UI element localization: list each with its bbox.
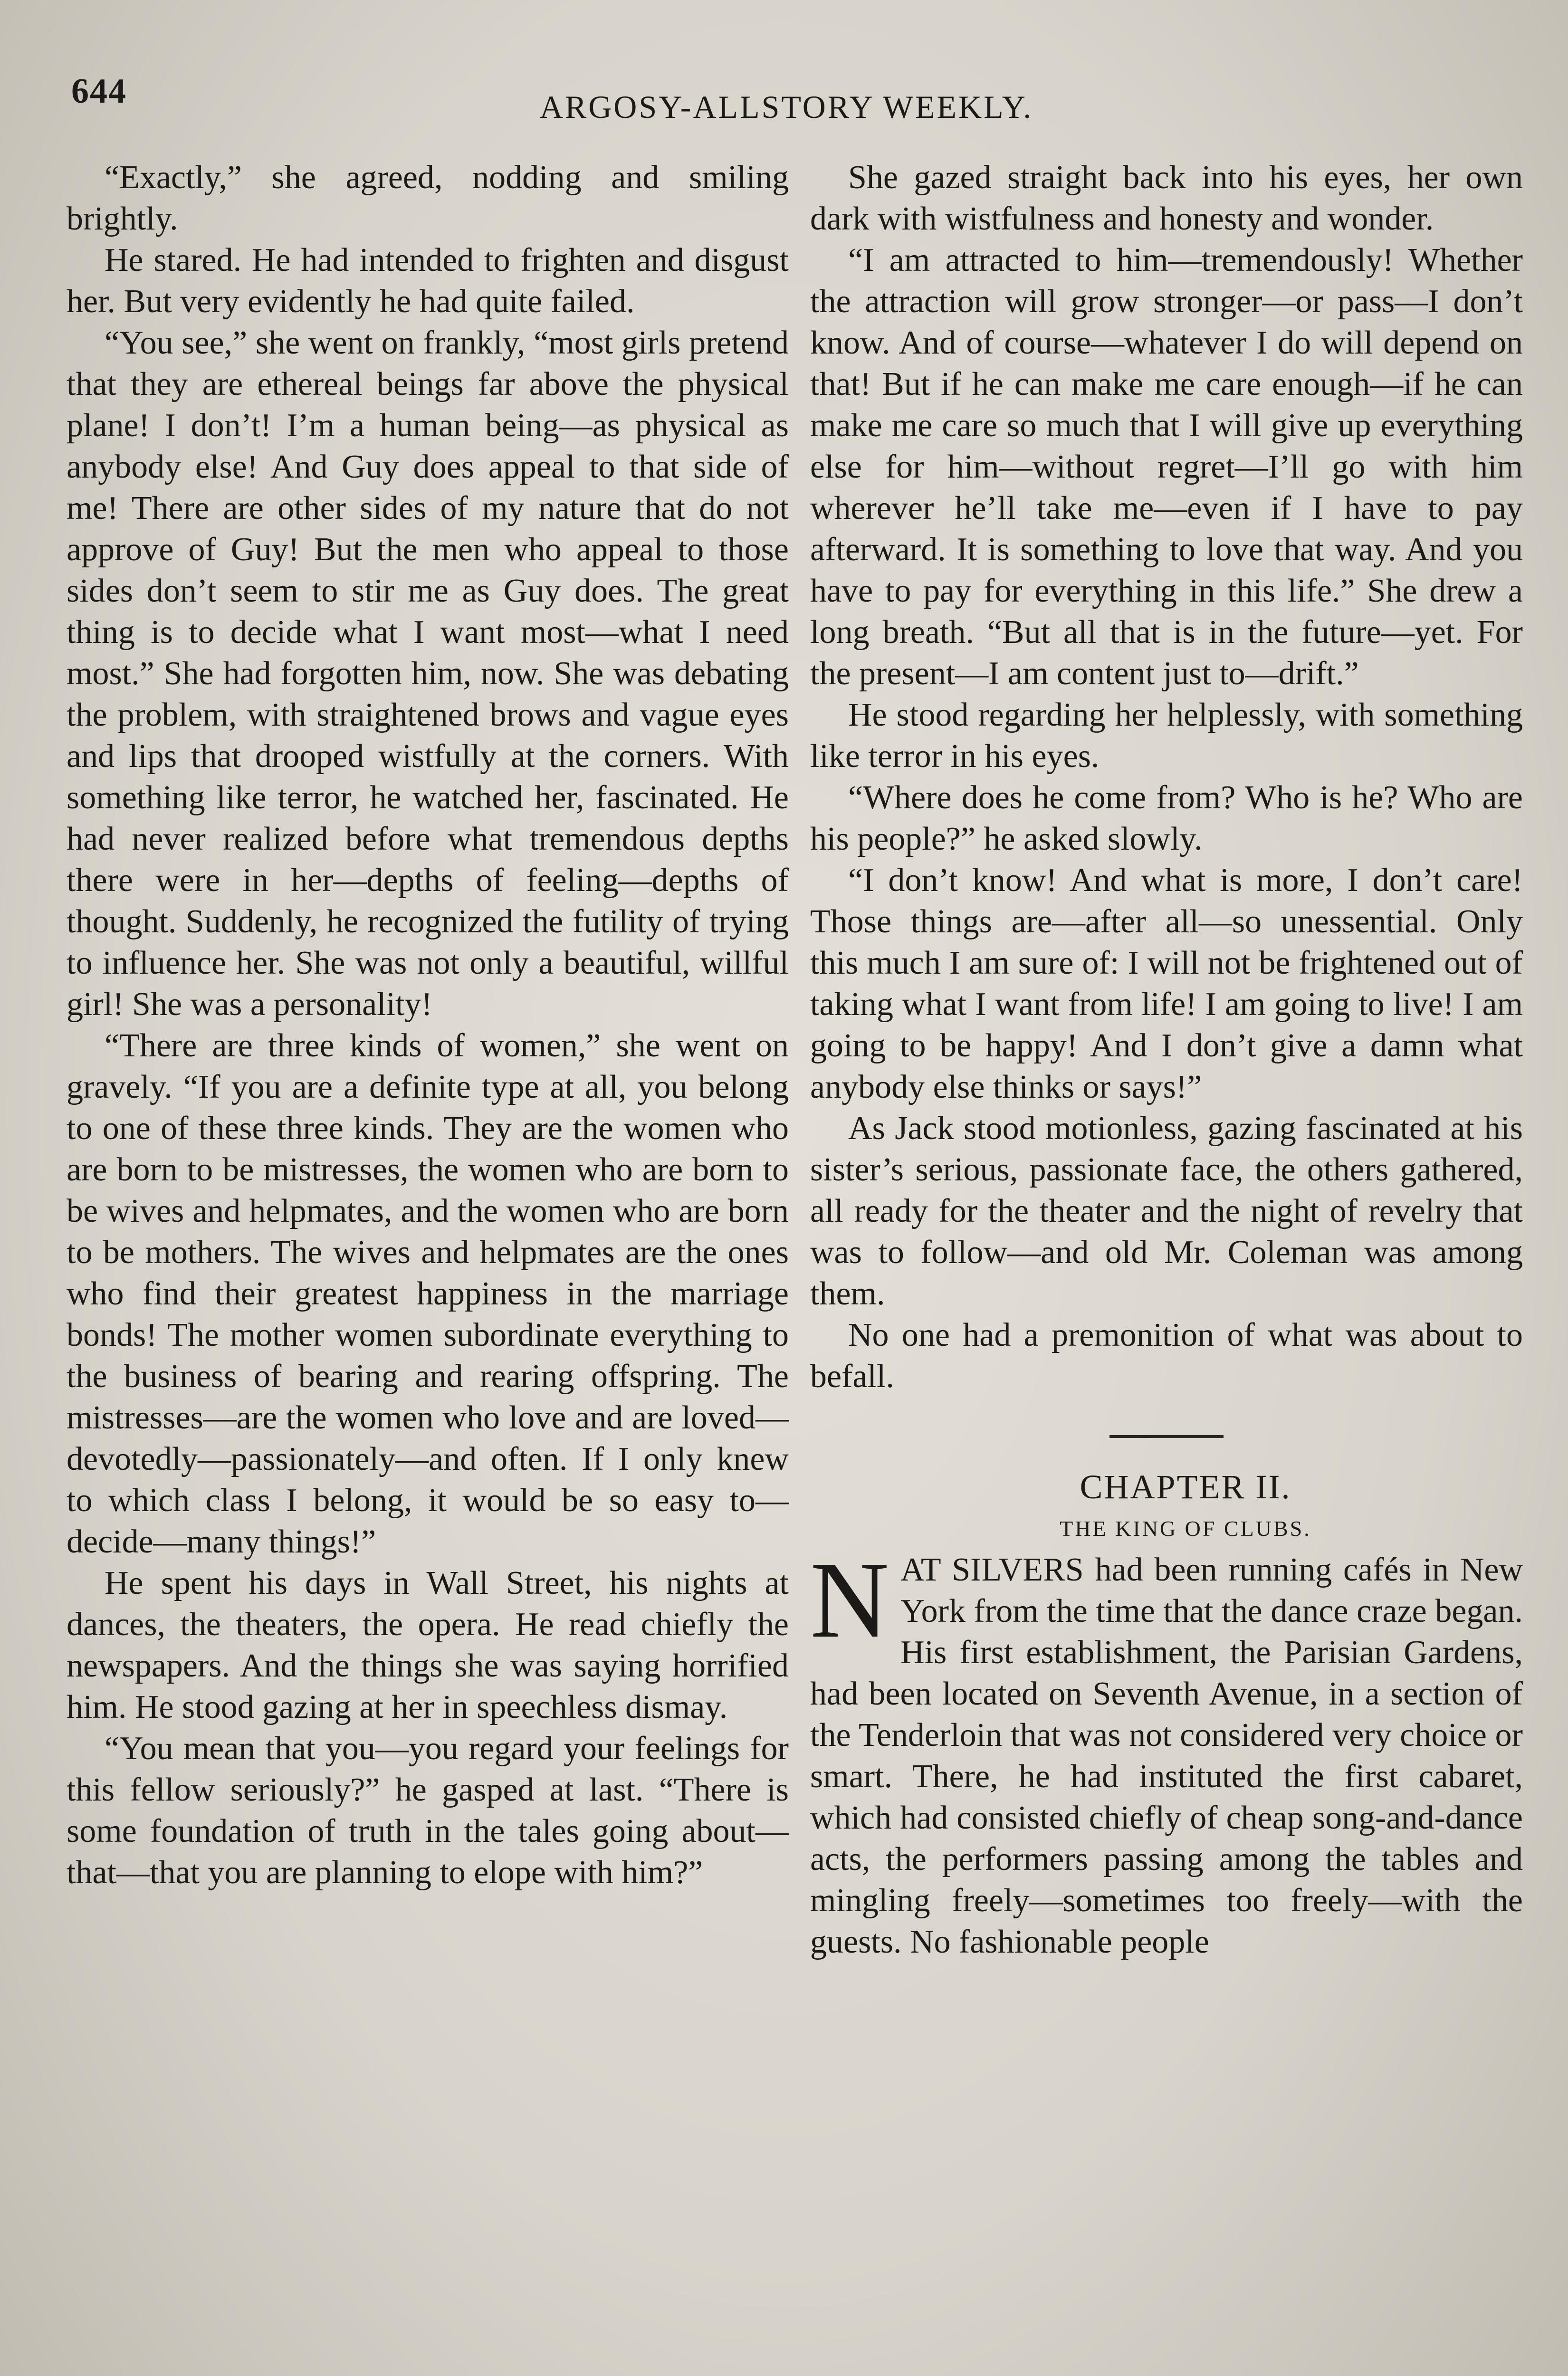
drop-cap: N	[810, 1539, 889, 1660]
chapter-subtitle: THE KING OF CLUBS.	[1060, 1516, 1311, 1541]
paragraph: “You mean that you—you regard your feelings for this fellow seriously?” he gasped at last. “There is some foundation of truth in the tales going about—that—that you are planning to elope with him?”	[67, 1730, 789, 1891]
paragraph: “I don’t know! And what is more, I don’t care! Those things are—after all—so unessential. Only this much I am sure of: I will not be frightened out of taking what I want from life! I am going to live! I am going to be happy! And I don’t give a damn what anybody else thinks or says!”	[810, 862, 1523, 1105]
left-column	[67, 157, 789, 1893]
paragraph: “You see,” she went on frankly, “most girls pretend that they are ethereal beings far above the physical plane! I don’t! I’m a human being—as physical as anybody else! And Guy does appeal to that side of me! There are other sides of my nature that do not approve of Guy! But the men who appeal to those sides don’t seem to stir me as Guy does. The great thing is to decide what I want most—what I need most.” She had forgotten him, now. She was debating the problem, with straightened brows and vague eyes and lips that drooped wistfully at the corners. With something like terror, he watched her, fascinated. He had never realized before what tremendous depths there were in her—depths of feeling—depths of thought. Suddenly, he recognized the futility of trying to influence her. She was not only a beautiful, willful girl! She was a personality!	[67, 325, 789, 1023]
page-header	[71, 71, 1501, 138]
paragraph: “Where does he come from? Who is he? Who are his people?” he asked slowly.	[810, 779, 1523, 857]
paragraph: He spent his days in Wall Street, his nights at dances, the theaters, the opera. He read chiefly the newspapers. And the things she was saying horrified him. He stood gazing at her in speechless dismay.	[67, 1565, 789, 1725]
paragraph: As Jack stood motionless, gazing fascinated at his sister’s serious, passionate face, the others gathered, all ready for the theater and the night of revelry that was to follow—and old Mr. Coleman was among them.	[810, 1110, 1523, 1312]
paragraph: “Exactly,” she agreed, nodding and smiling brightly.	[67, 159, 789, 237]
right-column	[810, 157, 1523, 1963]
page-number: 644	[71, 72, 127, 111]
paragraph: “There are three kinds of women,” she went on gravely. “If you are a definite type at all, you belong to one of these three kinds. They are the women who are born to be mistresses, the women who are born to be wives and helpmates, and the women who are born to be mothers. The wives and helpmates are the ones who find their greatest happiness in the marriage bonds! The mother women subordinate everything to the business of bearing and rearing offspring. The mistresses—are the women who love and are loved—devotedly—passionately—and often. If I only knew to which class I belong, it would be so easy to—decide—many things!”	[67, 1027, 789, 1560]
chapter-opening-paragraph	[810, 1539, 1523, 1963]
chapter-title: CHAPTER II.	[1080, 1468, 1291, 1506]
paragraph: He stared. He had intended to frighten and disgust her. But very evidently he had quite failed.	[67, 242, 789, 320]
chapter-opening-text: AT SILVERS had been running cafés in New York from the time that the dance craze began. His first establishment, the Parisian Gardens, had been located on Seventh Avenue, in a section of the Tenderloin that was not considered very choice or smart. There, he had instituted the first cabaret, which had consisted chiefly of cheap song-and-dance acts, the performers passing among the tables and mingling freely—sometimes too freely—with the guests. No fashionable people	[810, 1552, 1523, 1960]
running-head: ARGOSY-ALLSTORY WEEKLY.	[539, 89, 1033, 125]
paragraph: He stood regarding her helplessly, with something like terror in his eyes.	[810, 697, 1523, 775]
paragraph: “I am attracted to him—tremendously! Whether the attraction will grow stronger—or pass—I don’t know. And of course—whatever I do will depend on that! But if he can make me care enough—if he can make me care so much that I will give up everything else for him—without regret—I’ll go with him wherever he’ll take me—even if I have to pay afterward. It is something to love that way. And you have to pay for everything in this life.” She drew a long breath. “But all that is in the future—yet. For the present—I am content just to—drift.”	[810, 242, 1523, 692]
section-divider	[1109, 1435, 1224, 1438]
paragraph: She gazed straight back into his eyes, her own dark with wistfulness and honesty and wonder.	[810, 159, 1523, 237]
paragraph: No one had a premonition of what was about to befall.	[810, 1317, 1523, 1395]
